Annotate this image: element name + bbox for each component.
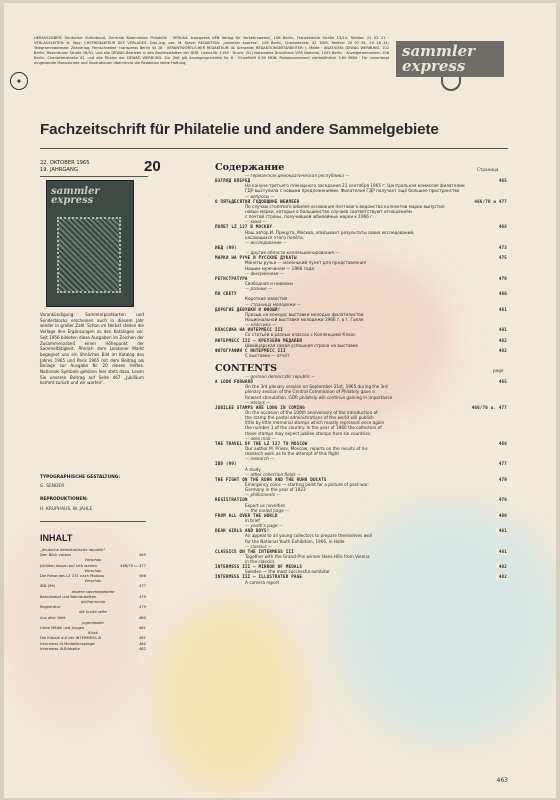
contents-row-title: research work as to the attempt of this flight (245, 451, 339, 457)
inhalt-row-title: IBD (99) (40, 584, 56, 589)
inhalt-row-page: 465 (138, 553, 146, 558)
contents-row-title: ИБД (99) (215, 244, 237, 250)
contents-row-title: Швейцарская самая успешная страна на выставке (245, 342, 358, 348)
inhalt-row-title: Aus aller Welt (40, 615, 66, 620)
contents-row-title: INTERMESS III — MIRROR OF MEDALS (215, 564, 303, 570)
inhalt-row-page: 482 (138, 646, 146, 651)
contents-row-title: ГДР выступила с новыми предложениями. Филателия ГДР получает ещё большее пространство (245, 188, 460, 194)
page-number: 463 (496, 777, 508, 784)
contents-row-title: РЕГИСТРАТУРА (215, 275, 248, 281)
russian-page-label: Страница (477, 167, 499, 172)
repro-credit-heading: REPRODUKTIONEN: (40, 497, 88, 502)
contents-row-title: — research — (245, 456, 275, 462)
contents-row-title: THE FIGHT ON THE RUHR AND THE RUHR DUCATS (215, 476, 327, 482)
inhalt-row-title: Bahnkampf und Bahnbuketten (40, 594, 97, 599)
contents-row-title: A camera report (245, 579, 280, 585)
contents-row-title: С выставки — отчёт (245, 352, 290, 358)
contents-row-page: 479 (496, 477, 507, 482)
inhalt-row-page: 477 (138, 584, 146, 589)
contents-row-title: On the 3rd plenary session on September 21st, 1965 during the 3rd (245, 384, 388, 390)
contents-row-page: 466/70 a. 477 (469, 405, 507, 410)
imprint-text: HERAUSGEBER: Deutscher Kulturbund, Zentrale Kommission Philatelie · VERLAG: transpress VEB Verlag für Verkehrswesen, 108 Berlin, Französische Straße 13/14, Telefon: 22 03 21 · VERLAGSLEITER: H. Stoy; CHEFREDAKTEUR DES VERLAGES: Dipl.-Ing. oec. M. Kleve; REDAKTION: „sammler express“, 108 Berlin, Charlottenstr. 42, DDR, Telefon: 20 07 81, 20 18 31; Telegrammadresse: Zeitverlag; Fernschreiber: transpress Berlin 44 18 · VERANTWORTLICHER REDAKTEUR: W. Schwede; REDAKTIONSMITARBEITER: J. Matte · ANZEIGEN: DEWAG WERBUNG, 102 Berlin, Rosenthaler Straße 28/31, und alle DEWAG-Betriebe in den Bezirksstädten der DDR. Lizenz-Nr. 1150 · Druck: (52) Nationales Druckhaus VOB National, 1055 Berlin · Anzeigenannahme: 108 Berlin, Charlottenstraße 42, und alle Filialen der DEWAG WERBUNG. Zur Zeit gilt Anzeigenpreisliste Nr. 6 · Einzelheft 0,50 MDN. Postabonnement vierteljährlich 3,60 MDN · Für unverlangt eingesandte Manuskripte und Illustrationen übernimmt die Redaktion keine Haftung. (34, 36, 389, 66)
inhalt-row-title: „deutsche demokratische republik“ (40, 548, 106, 552)
contents-row-page: 465 (496, 178, 507, 183)
inhalt-list (40, 548, 146, 652)
masthead-title: Fachzeitschrift für Philatelie und andere Sammelgebiete (40, 121, 439, 138)
contents-row-title: — aero mail — (245, 435, 276, 441)
contents-row-title: — филуменизм — (245, 270, 285, 276)
contents-row-title: REGISTRATION (215, 497, 248, 503)
issue-number: 20 (144, 158, 161, 175)
contents-row-title: Our author M. Prisov, Moscow, reports on the results of his (245, 445, 368, 451)
contents-row-title: Призыв на конкурс выставки молодых филателистов (245, 311, 364, 317)
contents-row-title: these stamps may expect jubilee stamps from six countries (245, 430, 371, 436)
contents-row-title: На кануне третьего пленарного заседания 21 сентября 1965 г. Центральная комиссия филателии (245, 183, 465, 189)
inhalt-row-page: 481 (138, 636, 146, 641)
contents-row-page: 473 (496, 245, 507, 250)
contents-row-title: — кино — (245, 219, 267, 225)
contents-row-title: Монеты ручья — маленький пункт для представления (245, 260, 367, 266)
inhalt-row-page: 466 (138, 574, 146, 579)
contents-row-title: A study (245, 466, 261, 472)
contents-row-title: CLASSICS ON THE INTERMESS III (215, 548, 294, 554)
contents-row-title: — разные — (245, 286, 273, 292)
contents-row-title: FROM ALL OVER THE WORLD (215, 512, 278, 518)
publisher-logo-icon: ✦ (10, 72, 28, 90)
contents-row-title: On the occasion of the 100th anniversary of the introduction of (245, 409, 378, 415)
inhalt-row-page: 480 (138, 615, 146, 620)
contents-row-title: — исследование — (245, 239, 288, 245)
inhalt-row-title: Registratur (40, 605, 61, 610)
design-credit-value: G. SENDER (40, 484, 65, 489)
contents-row-title: ФОТОГРАФИИ С ИНТЕРМЕСС III (215, 347, 286, 353)
brand-ring-icon (441, 77, 461, 91)
english-contents-list (215, 374, 507, 585)
contents-row-page: 480 (496, 291, 507, 296)
contents-row-title: ДОРОГИЕ ДЕВУШКИ И ЮНОШИ! (215, 306, 281, 312)
cover-stamp-image (57, 217, 121, 293)
inhalt-row-title: Vorschau (84, 579, 102, 584)
contents-row-title: По случаю стопятого юбилея основания почтового ведомства коллектив марок выпустил (245, 203, 445, 209)
contents-row-title: An appeal to all young collectors to prepare themselves well (245, 533, 372, 539)
contents-row-title: ВЗГЛЯД ВПЕРЕД (215, 178, 251, 184)
contents-row-title: Emergency coins — starting point for a picture of post-war- (245, 481, 370, 487)
contents-row-page: 482 (496, 564, 507, 569)
contents-row-page: 482 (496, 338, 507, 343)
masthead-rule (40, 148, 508, 149)
inhalt-row-page: 479 (138, 605, 146, 610)
contents-row-title: forward stimulation. GDR philately will continue gaining in importance (245, 394, 393, 400)
english-page-label: page (493, 368, 504, 373)
contents-row-title: — страница молодежи — (245, 301, 302, 307)
inhalt-row (40, 647, 146, 652)
contents-row-title: — другие области коллекционирования — (245, 250, 340, 256)
inhalt-row-title: Jugendseite (82, 620, 104, 625)
contents-row-title: little by little memorial stamps which mostly represent once again (245, 420, 385, 426)
contents-row-title: the number 1 of the country. In the year of 1966 the collectors of (245, 425, 382, 431)
contents-row-page: 481 (496, 549, 507, 554)
contents-row-page: 465 (496, 379, 507, 384)
contents-row-title: THE TRAVEL OF THE LZ 127 TO MOSCOW (215, 440, 308, 446)
stain (154, 603, 304, 793)
contents-row-page: 480 (496, 513, 507, 518)
contents-row-title: Свободная и новинки (245, 280, 293, 286)
contents-row-title: Национальной выставке молодежи 1966 г. в г. Галле (245, 316, 364, 322)
inhalt-row-page: 482 (138, 641, 146, 646)
contents-row-title: Export us novelties (245, 502, 286, 508)
cover-thumbnail: sammler express (46, 180, 134, 307)
contents-row-title: с почтой страны, получившей юбилейные марки к 1966 г. (245, 214, 374, 220)
contents-row-page: 479 (496, 276, 507, 281)
inhalt-row-title: Vorschau (84, 558, 102, 563)
contents-row-page: 482 (496, 348, 507, 353)
contents-row-title: ПО СВЕТУ (215, 291, 237, 297)
brand-logo: sammler express (396, 41, 504, 95)
inhalt-row-title: die bunte seite (79, 610, 107, 615)
contents-row-title: Со статьёй в разных классах с Коллекцией Клоос (245, 332, 356, 338)
contents-row (215, 580, 507, 585)
repro-credit-value: H. KRUPHAUS, W. JAHLE (40, 507, 93, 512)
contents-row-page: 466/70 и 477 (471, 199, 507, 204)
contents-row-title: — german democratic republic — (245, 374, 316, 379)
magazine-page (4, 3, 556, 798)
contents-row-title: О ПЯТЬДЕСЯТОЙ ГОДОВЩИНЕ ЮБИЛЕЕВ (215, 198, 300, 204)
contents-row-title: A LOOK FORWARD (215, 379, 254, 385)
inhalt-row-title: philharmonie (80, 600, 106, 605)
contents-row-title: for the National Youth Exhibition, 1966, in Halle (245, 538, 345, 544)
contents-row-title: ПОЛЕТ LZ 127 В МОСКВУ (215, 224, 273, 230)
contents-row-page: 481 (496, 307, 507, 312)
contents-row-title: — philluments — (245, 492, 281, 498)
issue-rule (40, 176, 148, 177)
contents-row-page: 481 (496, 528, 507, 533)
issue-date: 22. OKTOBER 1965 19. JAHRGANG (40, 160, 90, 173)
contents-row-title: Короткие известия (245, 296, 288, 302)
contents-row-page: 477 (496, 461, 507, 466)
contents-row-title: Нашим мужчинам — 1966 года (245, 265, 314, 271)
contents-row-title: Sweden — the most successful exhibitor (245, 569, 330, 575)
russian-heading: Содержание (215, 162, 285, 173)
contents-row-title: DEAR GIRLS AND BOYS! (215, 528, 270, 534)
contents-row-page: 468 (496, 224, 507, 229)
inhalt-row-title: Jubiläen lassen auf sich warten (40, 563, 98, 568)
inhalt-row-title: Liebe Mädel und Jungen (40, 626, 85, 631)
contents-row-title: КЛАССИКА НА ИНТЕРМЕСС III (215, 327, 284, 333)
contents-row-title: Наш автор И. Прецута, Москва, описывает результаты своих исследований, (245, 229, 415, 235)
contents-row-title: — essays — (245, 399, 271, 405)
contents-row-title: IBD (99) (215, 461, 237, 467)
contents-row-title: INTERMESS III — ILLUSTRATED PAGE (215, 574, 303, 580)
contents-row-title: — вопросы — (245, 193, 275, 199)
inhalt-row-title: Intermess-III-Bildseite (40, 646, 80, 651)
english-heading: CONTENTS (215, 363, 278, 374)
inhalt-row-title: andere sammelgebiete (71, 589, 115, 594)
contents-row-title: — германская демократическая республика — (245, 173, 350, 178)
contents-row-title: In brief (245, 517, 260, 523)
inhalt-row-page: 466/70 u. 477 (120, 563, 146, 568)
contents-row-title: in the classics (245, 559, 275, 565)
inhalt-row-title: Kiosk (88, 631, 98, 636)
inhalt-row-title: Intermess III-Medaillenspiegel (40, 641, 95, 646)
contents-row-title: касающихся этого полёта. (245, 234, 305, 240)
design-credit-heading: TYPOGRAPHISCHE GESTALTUNG: (40, 475, 121, 480)
inhalt-row-title: Die Reise des LZ 131 nach Moskau (40, 574, 105, 579)
contents-row-page: 481 (496, 327, 507, 332)
contents-row-title: — youth's page — (245, 523, 284, 529)
contents-row-title: the stamp the postal administrations of the world will publish (245, 415, 374, 421)
contents-row-title: МАРКИ НА РУЧЕ И РУССКИЕ ДУКАТЫ (215, 255, 297, 261)
russian-contents-list (215, 173, 507, 358)
contents-row-page: 475 (496, 255, 507, 260)
inhalt-row-title: Den Blick voraus (40, 553, 72, 558)
contents-row-title: новые марки, которые в большинстве случаев соответствуют отношениям (245, 208, 412, 214)
contents-row-page: 479 (496, 497, 507, 502)
inhalt-heading: INHALT (40, 533, 73, 543)
inhalt-row-page: 479 (138, 594, 146, 599)
contents-row-title: — the varied page — (245, 507, 290, 513)
contents-row-title: — классика — (245, 322, 277, 328)
contents-row-title: Germany in the year of 1923 (245, 487, 306, 493)
inhalt-row-title: Die Klassik auf der INTERMESS III (40, 636, 102, 641)
contents-row-title: — classics — (245, 543, 273, 549)
contents-row-page: 482 (496, 574, 507, 579)
contents-row-title: — other collection fields — (245, 471, 302, 477)
contents-row (215, 353, 507, 358)
contents-row-title: JUBILEE STAMPS ARE LONG IN COMING (215, 404, 305, 410)
inhalt-row-title: Vorschau (84, 568, 102, 573)
inhalt-rule (40, 521, 146, 522)
contents-row-page: 468 (496, 441, 507, 446)
inhalt-row-page: 481 (138, 626, 146, 631)
contents-row-title: plenary session of the Central Commission of Philately gave a (245, 389, 375, 395)
contents-row-title: ИНТЕРМЕСС III — КРЕУЗЕЙН МЕДАЛЕЙ (215, 337, 303, 343)
cover-caption: Vorankündigung: Sammlerpostkarten und Sonderblocks erscheinen auch in diesem Jahr wieder in großer Zahl. Schon im Herbst stellen die Verlage ihre Ergänzungen zu den Katalogen vor. Seit 1956 bildeten diese Ausgaben im Zeichen der Zusammenarbeit einen Höhepunkt der Sammeltätigkeit. Ähnlich dem Londoner Markt begegnet uns ein ähnliches Bild im Katalog des Jahres 1965 und Paris 1965 mit dem Beitrag als Beilage zur Ausgabe Nr. 20 dieses Heftes. Nationale Symbole gehören hier stets dazu. Lesen Sie unseren Beitrag auf Seite 467 „Jubiläum kommt zurück und wir warten“. (40, 312, 144, 386)
contents-row-title: Together with the Grand-Prix winner Hans Hills from Vienna (245, 553, 370, 559)
